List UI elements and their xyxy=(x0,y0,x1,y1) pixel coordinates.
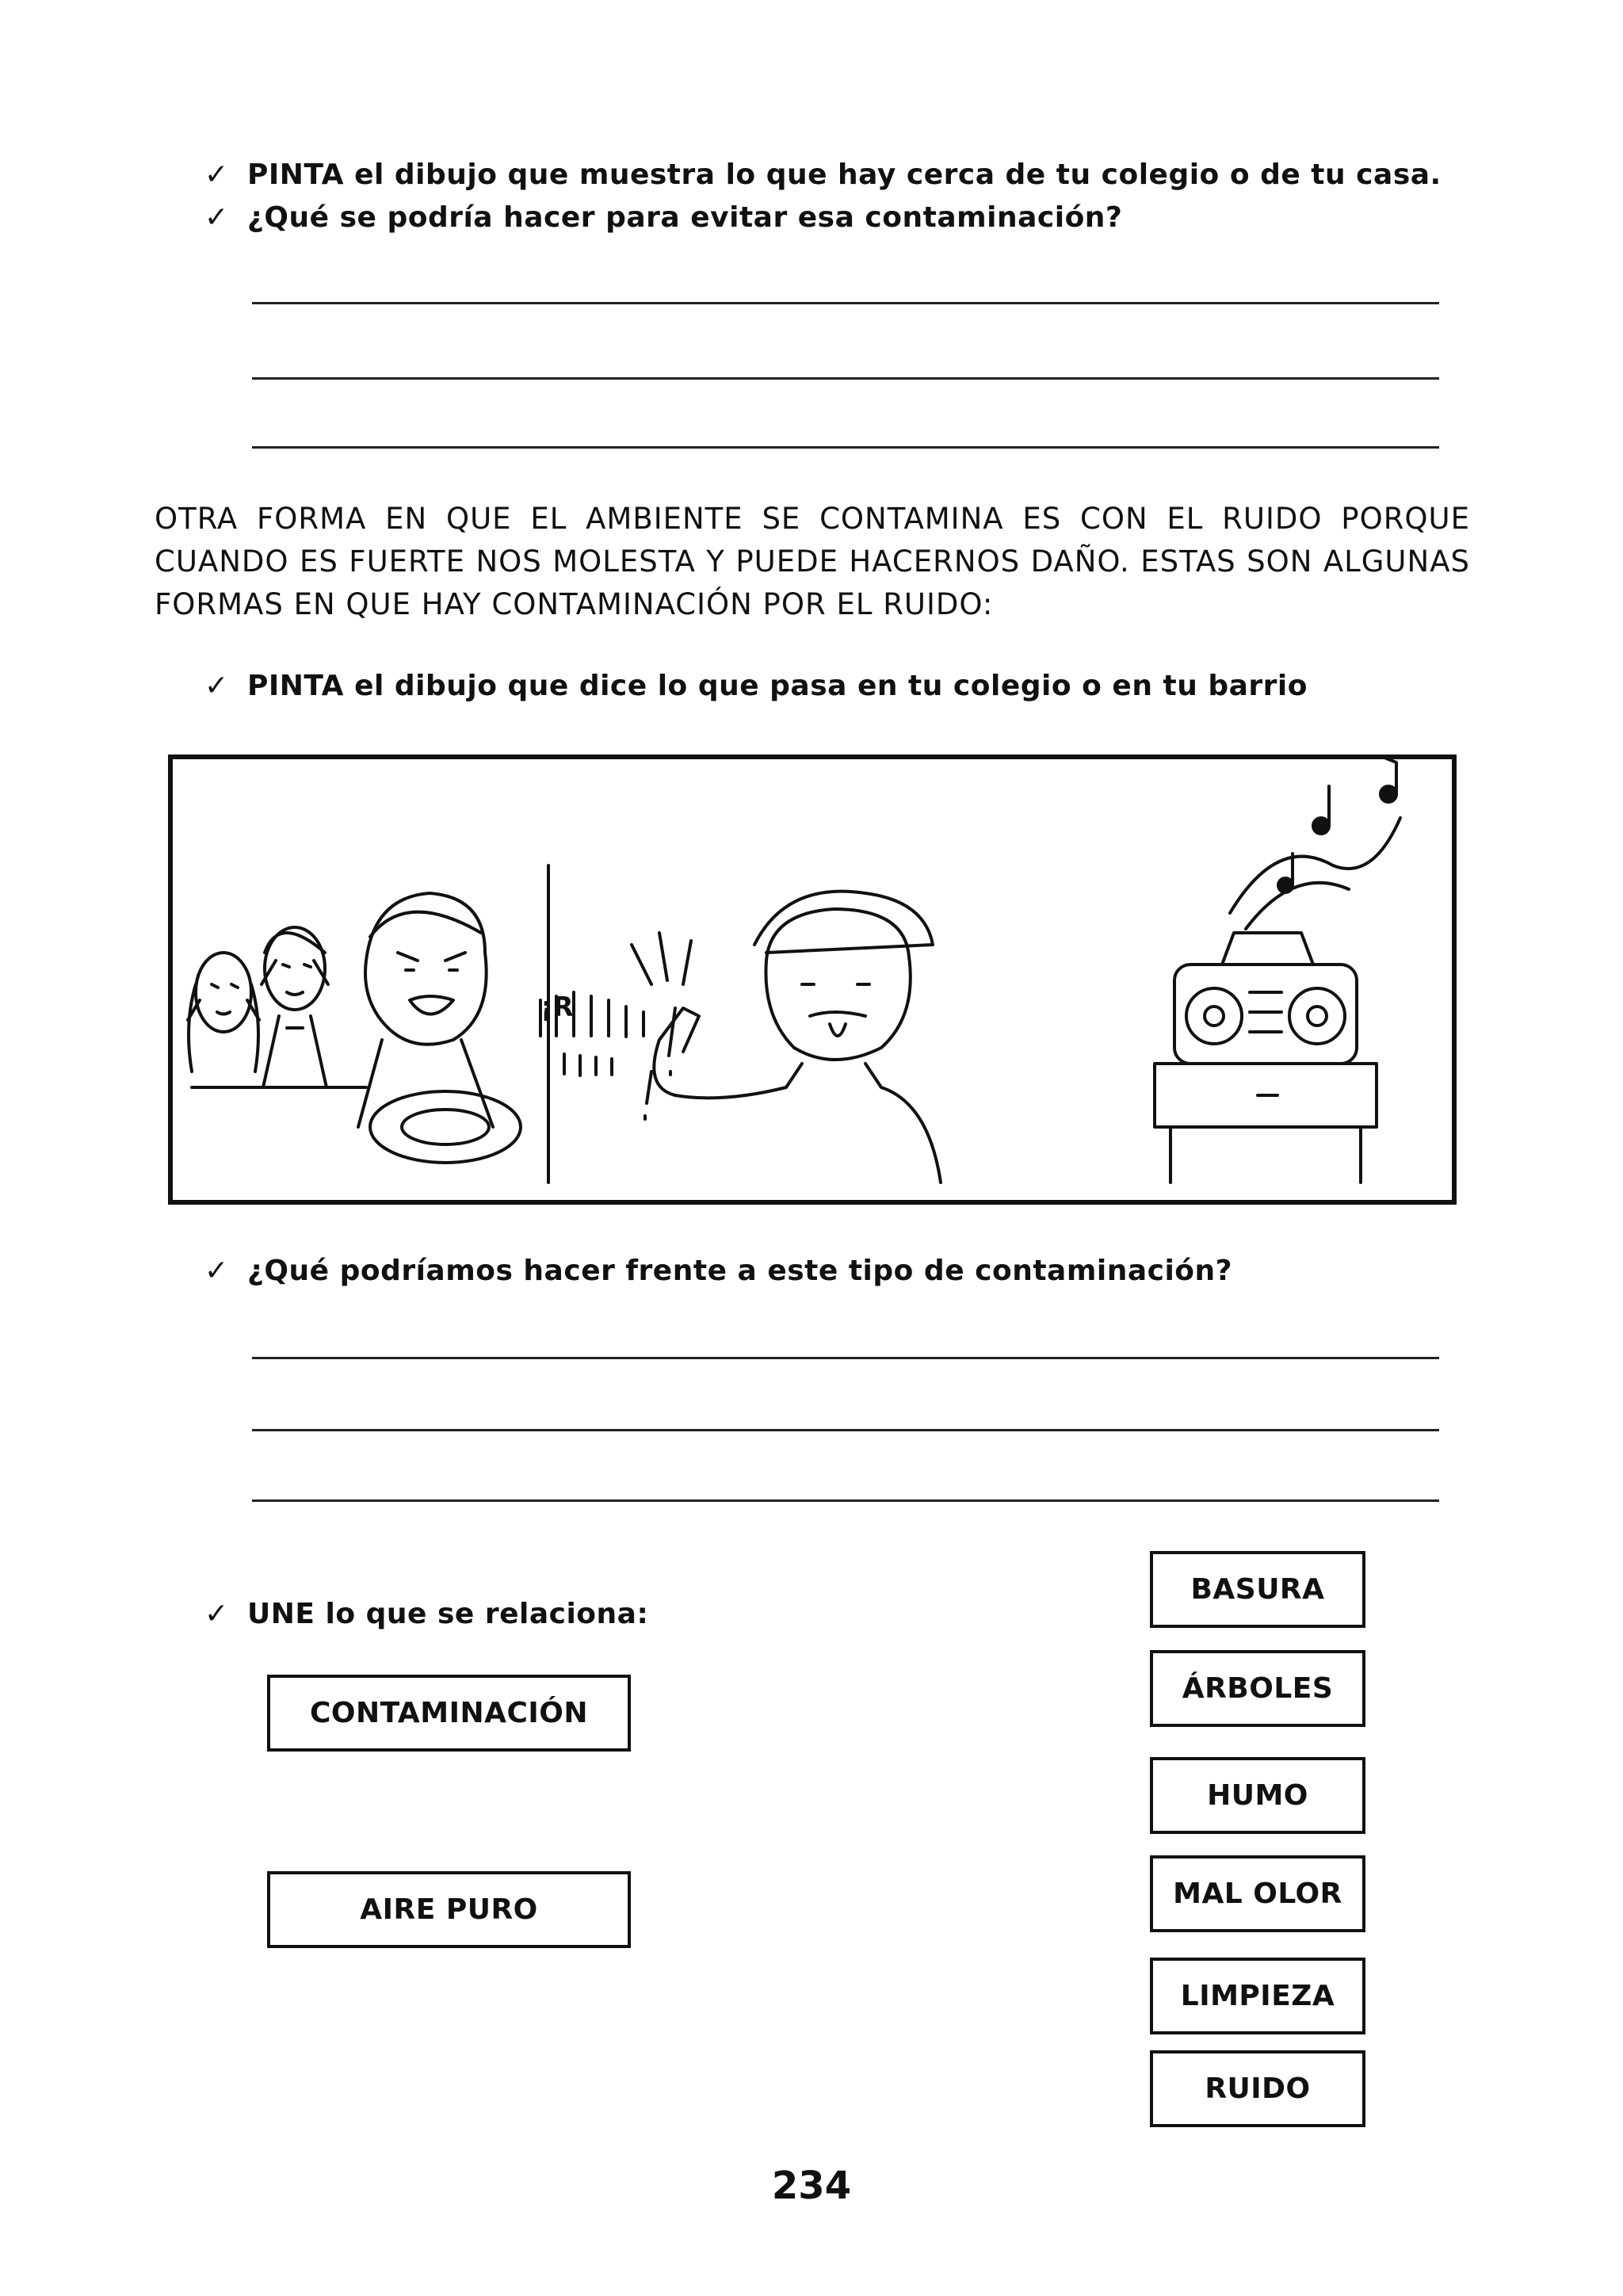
answer-line[interactable] xyxy=(252,1429,1439,1431)
check-icon: ✓ xyxy=(204,1255,229,1287)
noise-paragraph: OTRA FORMA EN QUE EL AMBIENTE SE CONTAMINA ES CON EL RUIDO PORQUE CUANDO ES FUERTE NOS MOLESTA Y PUEDE HACERNOS DAÑO. ESTAS SON ALGUNAS FORMAS EN QUE HAY CONTAMINACIÓN POR EL RUIDO: xyxy=(155,502,1470,621)
answer-line[interactable] xyxy=(252,1357,1439,1359)
match-right-mal-olor[interactable]: MAL OLOR xyxy=(1150,1855,1365,1932)
match-right-basura[interactable]: BASURA xyxy=(1150,1551,1365,1628)
answer-line[interactable] xyxy=(252,1499,1439,1502)
match-left-aire-puro[interactable]: AIRE PURO xyxy=(267,1871,631,1948)
instruction-paint-school: ✓ PINTA el dibujo que dice lo que pasa en tu colegio o en tu barrio xyxy=(204,670,1308,702)
match-right-humo[interactable]: HUMO xyxy=(1150,1757,1365,1834)
page-number: 234 xyxy=(771,2164,852,2208)
check-icon: ✓ xyxy=(204,201,229,234)
check-icon: ✓ xyxy=(204,1598,229,1630)
question-noise: ✓ ¿Qué podríamos hacer frente a este tipo de contaminación? xyxy=(204,1255,1233,1287)
noise-illustration[interactable] xyxy=(168,755,1457,1205)
answer-line[interactable] xyxy=(252,377,1439,380)
answer-line[interactable] xyxy=(252,302,1439,304)
question-avoid-pollution: ✓ ¿Qué se podría hacer para evitar esa contaminación? xyxy=(204,201,1123,234)
match-right-limpieza[interactable]: LIMPIEZA xyxy=(1150,1958,1365,2034)
check-icon: ✓ xyxy=(204,159,229,191)
check-icon: ✓ xyxy=(204,670,229,702)
match-left-contaminacion[interactable]: CONTAMINACIÓN xyxy=(267,1675,631,1752)
instruction-match: ✓ UNE lo que se relaciona: xyxy=(204,1598,649,1630)
shout-text: ¡R xyxy=(540,991,574,1023)
instruction-paint-near: ✓ PINTA el dibujo que muestra lo que hay cerca de tu colegio o de tu casa. xyxy=(204,159,1442,191)
answer-line[interactable] xyxy=(252,446,1439,449)
match-right-ruido[interactable]: RUIDO xyxy=(1150,2050,1365,2127)
match-right-arboles[interactable]: ÁRBOLES xyxy=(1150,1650,1365,1727)
